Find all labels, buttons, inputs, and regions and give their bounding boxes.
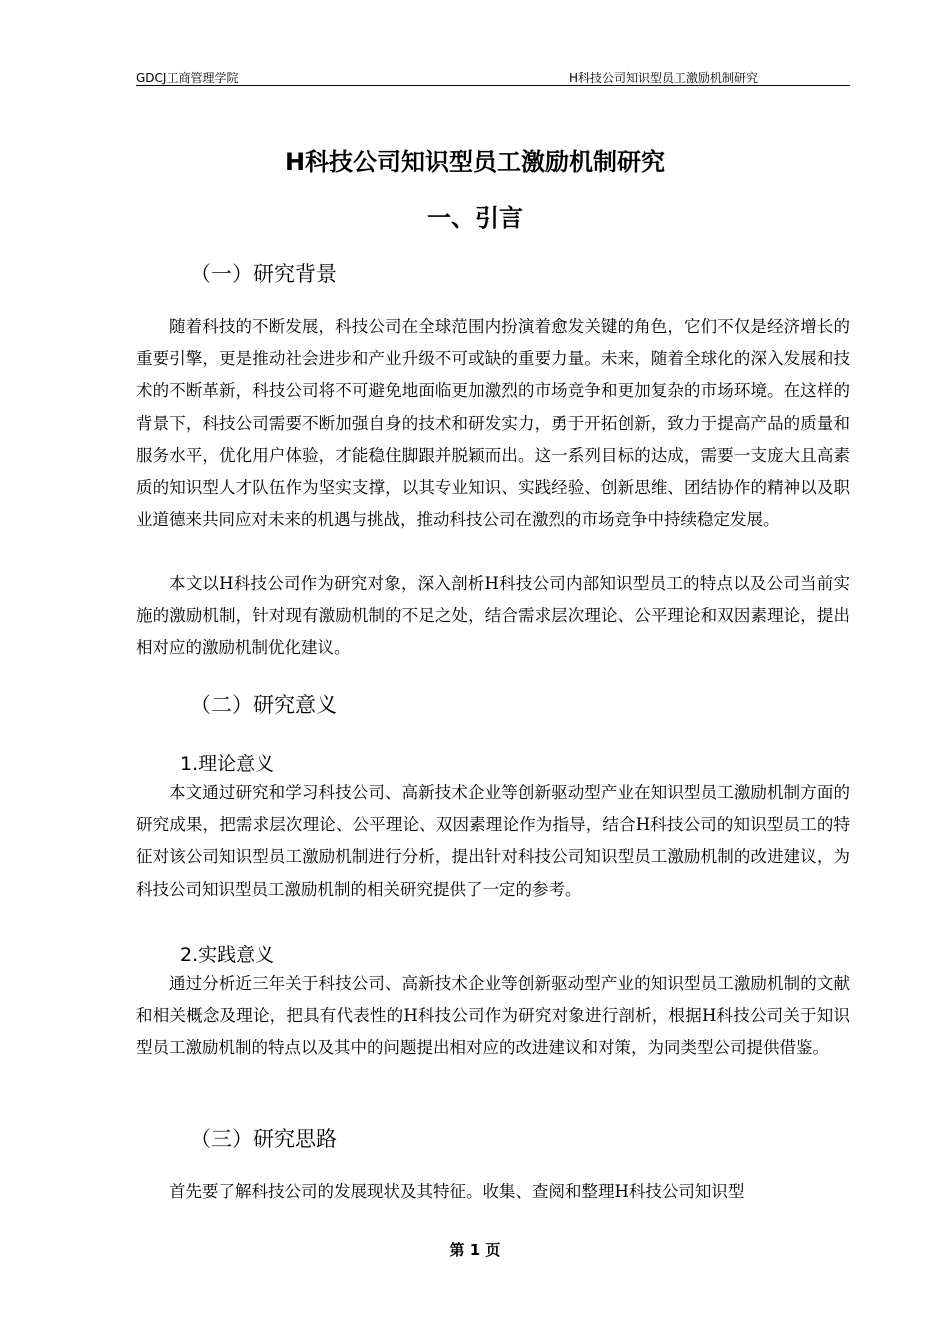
section-heading-approach: （三）研究思路 <box>190 1127 337 1151</box>
paragraph-practice: 通过分析近三年关于科技公司、高新技术企业等创新驱动型产业的知识型员工激励机制的文献和相关概念及理论，把具有代表性的H科技公司作为研究对象进行剖析，根据H科技公司关于知识型员工激励机制的特点以及其中的问题提出相对应的改进建议和对策，为同类型公司提供借鉴。 <box>136 974 850 1058</box>
chapter-heading: 一、引言 <box>427 204 523 232</box>
paragraph-theory: 本文通过研究和学习科技公司、高新技术企业等创新驱动型产业在知识型员工激励机制方面的研究成果，把需求层次理论、公平理论、双因素理论作为指导，结合H科技公司的知识型员工的特征对该公司知识型员工激励机制进行分析，提出针对科技公司知识型员工激励机制的改进建议，为科技公司知识型员工激励机制的相关研究提供了一定的参考。 <box>136 783 850 899</box>
paragraph-background-2: 本文以H科技公司作为研究对象，深入剖析H科技公司内部知识型员工的特点以及公司当前实施的激励机制，针对现有激励机制的不足之处，结合需求层次理论、公平理论和双因素理论，提出相对应的激励机制优化建议。 <box>136 574 850 658</box>
section-heading-background: （一）研究背景 <box>190 262 337 286</box>
document-title: H科技公司知识型员工激励机制研究 <box>284 148 666 176</box>
subsection-heading-practice: 2.实践意义 <box>180 944 275 966</box>
header-right: H科技公司知识型员工激励机制研究 <box>569 71 759 85</box>
header-left: GDCJ工商管理学院 <box>136 71 239 85</box>
subsection-heading-theory: 1.理论意义 <box>180 753 275 775</box>
paragraph-background-1: 随着科技的不断发展，科技公司在全球范围内扮演着愈发关键的角色，它们不仅是经济增长的重要引擎，更是推动社会进步和产业升级不可或缺的重要力量。未来，随着全球化的深入发展和技术的不断革新，科技公司将不可避免地面临更加激烈的市场竞争和更加复杂的市场环境。在这样的背景下，科技公司需要不断加强自身的技术和研发实力，勇于开拓创新，致力于提高产品的质量和服务水平，优化用户体验，才能稳住脚跟并脱颖而出。这一系列目标的达成，需要一支庞大且高素质的知识型人才队伍作为坚实支撑，以其专业知识、实践经验、创新思维、团结协作的精神以及职业道德来共同应对未来的机遇与挑战，推动科技公司在激烈的市场竞争中持续稳定发展。 <box>136 317 850 530</box>
section-heading-significance: （二）研究意义 <box>190 693 337 717</box>
page-number: 第 1 页 <box>449 1241 501 1259</box>
paragraph-approach: 首先要了解科技公司的发展现状及其特征。收集、查阅和整理H科技公司知识型 <box>169 1182 745 1201</box>
header-rule <box>136 85 850 86</box>
